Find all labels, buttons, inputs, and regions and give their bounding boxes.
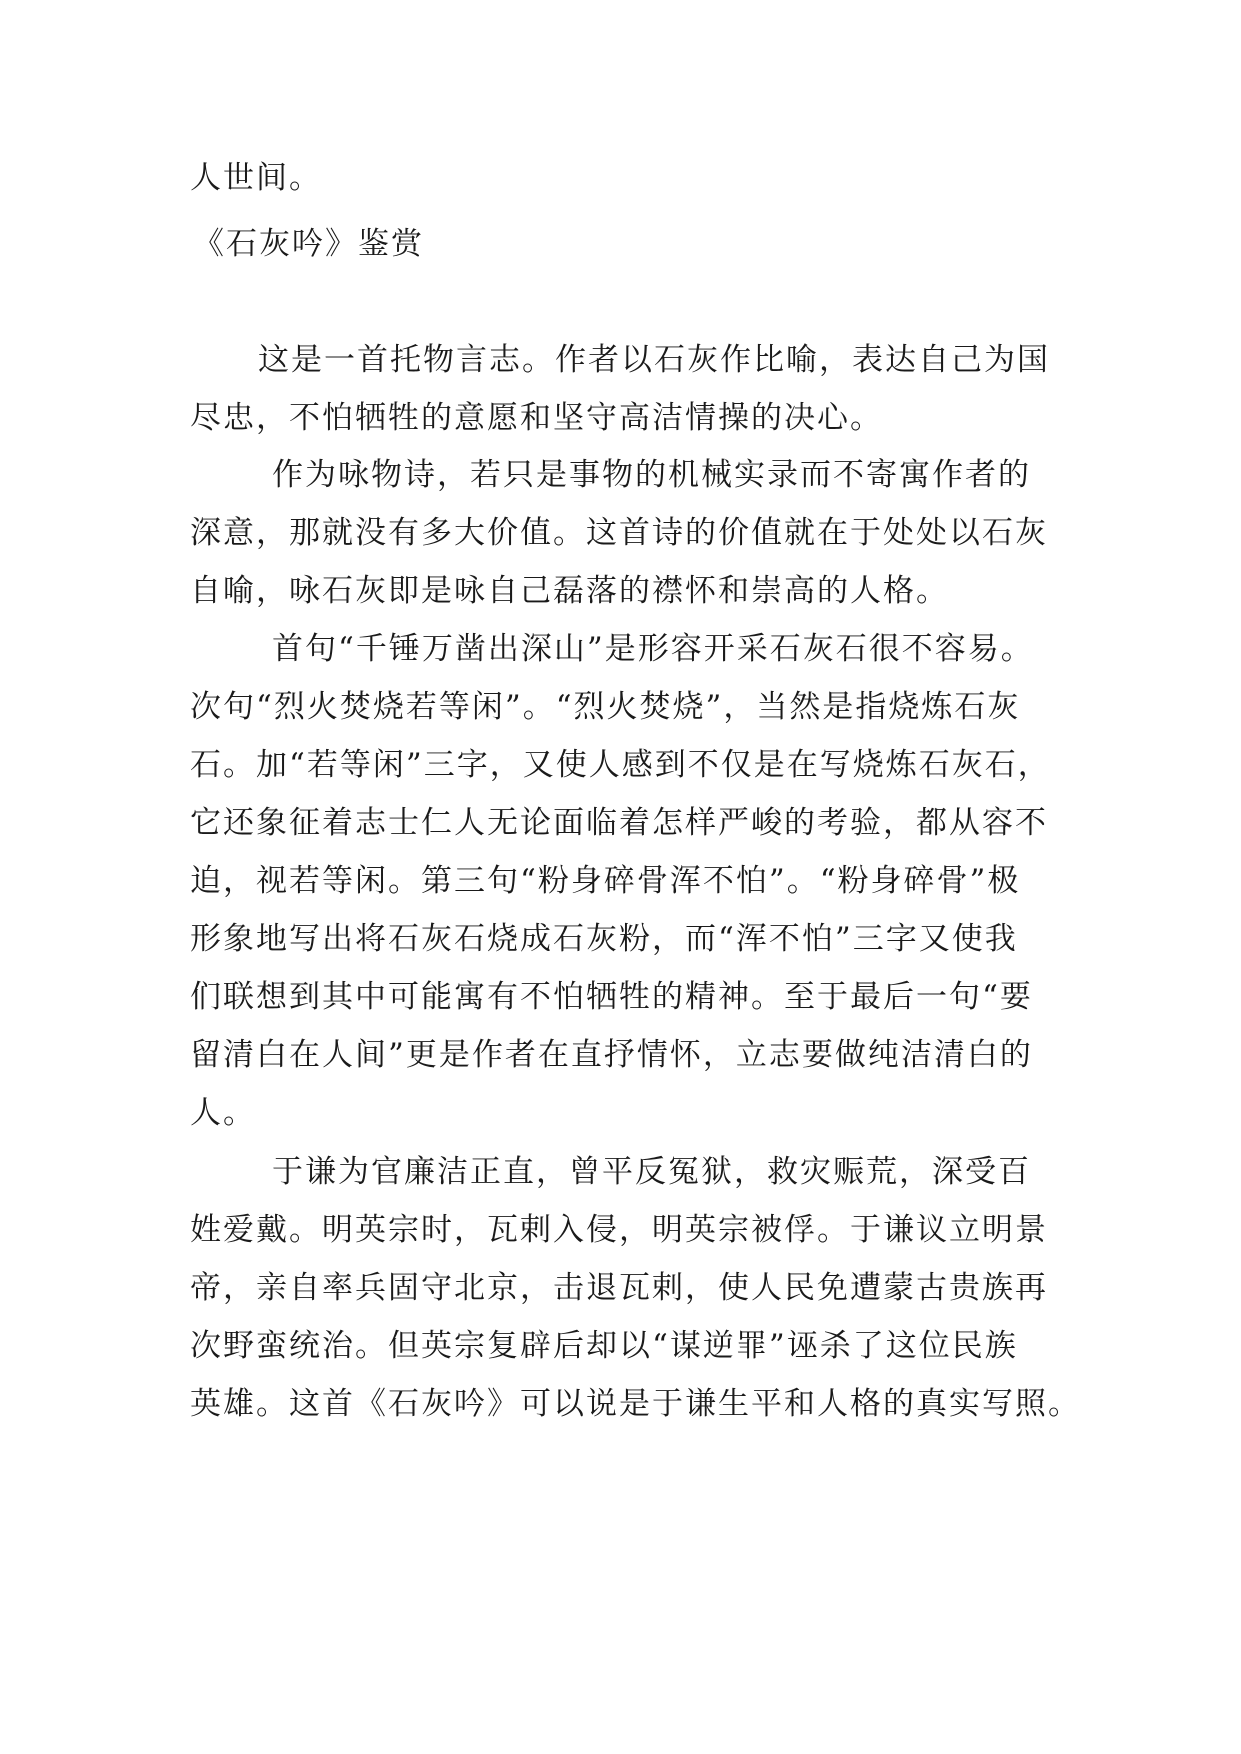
text-line-17: 于谦为官廉洁正直，曾平反冤狱，救灾赈荒，深受百 — [272, 1154, 1031, 1190]
text-line-11: 它还象征着志士仁人无论面临着怎样严峻的考验，都从容不 — [190, 805, 1048, 841]
section-title: 《石灰吟》鉴赏 — [193, 226, 424, 262]
text-line-6: 深意，那就没有多大价值。这首诗的价值就在于处处以石灰 — [190, 515, 1048, 551]
text-line-13: 形象地写出将石灰石烧成石灰粉，而“浑不怕”三字又使我 — [190, 921, 1018, 957]
text-line-3: 这是一首托物言志。作者以石灰作比喻，表达自己为国 — [258, 342, 1050, 378]
text-line-1: 人世间。 — [190, 160, 322, 196]
text-line-10: 石。加“若等闲”三字，又使人感到不仅是在写烧炼石灰石， — [190, 747, 1051, 783]
text-line-18: 姓爱戴。明英宗时，瓦剌入侵，明英宗被俘。于谦议立明景 — [190, 1212, 1048, 1248]
text-line-19: 帝，亲自率兵固守北京，击退瓦剌，使人民免遭蒙古贵族再 — [190, 1270, 1048, 1306]
text-line-12: 迫，视若等闲。第三句“粉身碎骨浑不怕”。“粉身碎骨”极 — [190, 863, 1021, 899]
text-line-14: 们联想到其中可能寓有不怕牺牲的精神。至于最后一句“要 — [190, 979, 1033, 1015]
text-line-21: 英雄。这首《石灰吟》可以说是于谦生平和人格的真实写照。 — [190, 1386, 1081, 1422]
text-line-15: 留清白在人间”更是作者在直抒情怀，立志要做纯洁清白的 — [190, 1037, 1033, 1073]
text-line-16: 人。 — [190, 1095, 256, 1131]
text-line-20: 次野蛮统治。但英宗复辟后却以“谋逆罪”诬杀了这位民族 — [190, 1328, 1018, 1364]
text-line-4: 尽忠，不怕牺牲的意愿和坚守高洁情操的决心。 — [190, 400, 883, 436]
text-line-7: 自喻，咏石灰即是咏自己磊落的襟怀和崇高的人格。 — [190, 573, 949, 609]
text-line-5: 作为咏物诗，若只是事物的机械实录而不寄寓作者的 — [272, 457, 1031, 493]
text-line-9: 次句“烈火焚烧若等闲”。“烈火焚烧”，当然是指烧炼石灰 — [190, 689, 1021, 725]
text-line-8: 首句“千锤万凿出深山”是形容开采石灰石很不容易。 — [272, 631, 1034, 667]
